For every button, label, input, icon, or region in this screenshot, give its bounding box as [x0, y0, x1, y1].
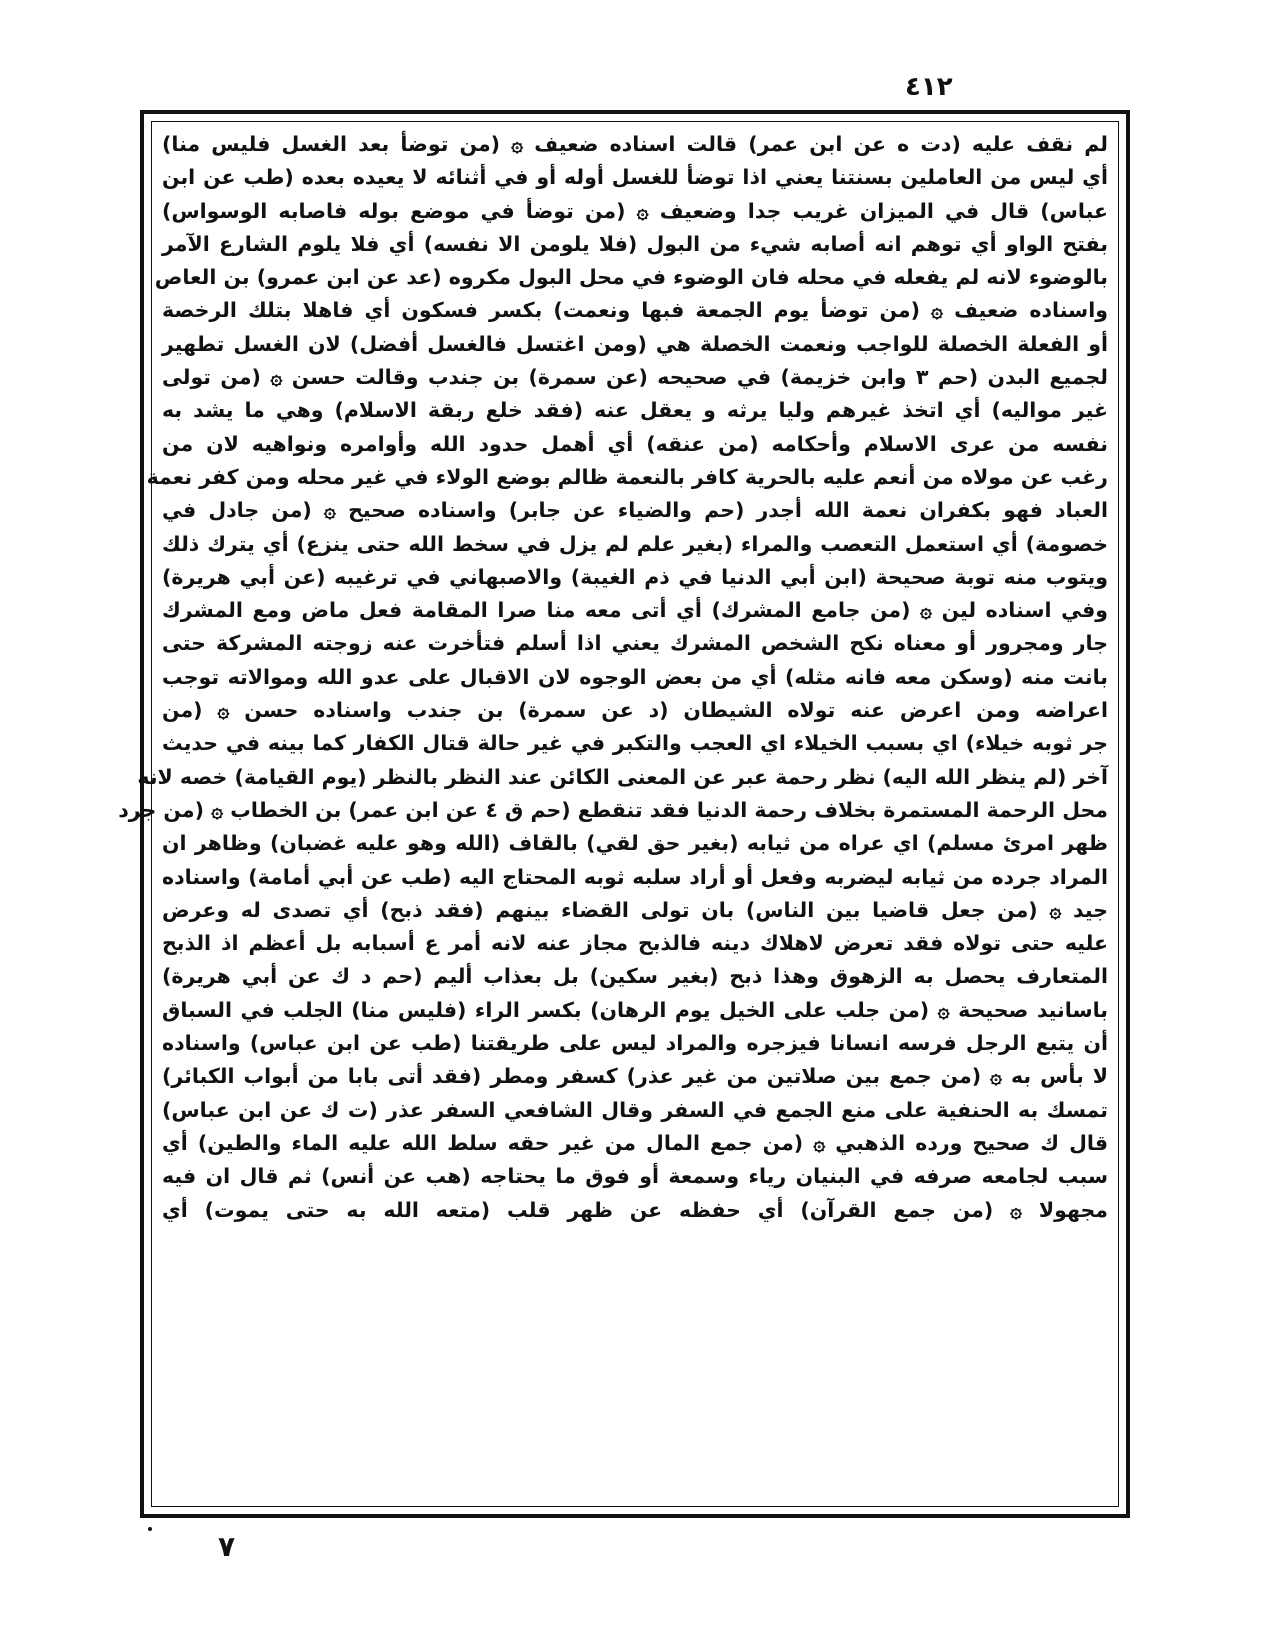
page-number: ٤١٢ — [905, 72, 953, 102]
text-line: جار ومجرور أو معناه نكح الشخص المشرك يعني اذا أسلم فتأخرت عنه زوجته المشركة حتى — [162, 631, 1108, 656]
text-line: بانت منه (وسكن معه فانه مثله) أي من بعض الوجوه لان الاقبال على عدو الله وموالاته توجب — [162, 664, 1108, 689]
text-line: عباس) قال في الميزان غريب جدا وضعيف ۞ (من توضأ في موضع بوله فاصابه الوسواس) — [162, 198, 1108, 223]
text-line: بفتح الواو أي توهم انه أصابه شيء من البول (فلا يلومن الا نفسه) أي فلا يلوم الشارع الآمر — [162, 231, 1108, 256]
text-line: ويتوب منه توبة صحيحة (ابن أبي الدنيا في ذم الغيبة) والاصبهاني في ترغيبه (عن أبي هريرة) — [162, 564, 1108, 589]
text-line: آخر (لم ينظر الله اليه) نظر رحمة عبر عن المعنى الكائن عند النظر بالنظر (يوم القيامة) خصه لانه — [137, 764, 1108, 789]
text-line: بالوضوء لانه لم يفعله في محله فان الوضوء في محل البول مكروه (عد عن ابن عمرو) بن العاص — [154, 265, 1108, 290]
text-line: أي ليس من العاملين بسنتنا يعني اذا توضأ للغسل أوله أو في أثنائه لا يعيده بعده (طب عن ابن — [162, 165, 1108, 190]
text-line: جر ثوبه خيلاء) اي بسبب الخيلاء اي العجب والتكبر في غير حالة قتال الكفار كما بينه في حديث — [162, 731, 1108, 756]
text-line: اعراضه ومن اعرض عنه تولاه الشيطان (د عن سمرة) بن جندب واسناده حسن ۞ (من — [162, 698, 1108, 723]
text-line: باسانيد صحيحة ۞ (من جلب على الخيل يوم الرهان) بكسر الراء (فليس منا) الجلب في السباق — [162, 997, 1108, 1022]
text-line: غير مواليه) أي اتخذ غيرهم وليا يرثه و يعقل عنه (فقد خلع ربقة الاسلام) وهي ما يشد به — [162, 398, 1108, 423]
text-line: العباد فهو بكفران نعمة الله أجدر (حم والضياء عن جابر) واسناده صحيح ۞ (من جادل في — [162, 498, 1108, 523]
text-line: ظهر امرئ مسلم) اي عراه من ثيابه (بغير حق لقي) بالقاف (الله وهو عليه غضبان) وظاهر ان — [162, 831, 1108, 856]
text-line: عليه حتى تولاه فقد تعرض لاهلاك دينه فالذبح مجاز عنه لانه أمر ع أسبابه بل أعظم اذ الذبح — [162, 931, 1108, 956]
body-text — [118, 128, 1108, 1504]
text-line: أو الفعلة الخصلة للواجب ونعمت الخصلة هي (ومن اغتسل فالغسل أفضل) لان الغسل تطهير — [162, 331, 1108, 356]
text-line: أن يتبع الرجل فرسه انسانا فيزجره والمراد ليس على طريقتنا (طب عن ابن عباس) واسناده — [162, 1031, 1108, 1056]
text-line: تمسك به الحنفية على منع الجمع في السفر وقال الشافعي السفر عذر (ت ك عن ابن عباس) — [162, 1097, 1108, 1122]
corner-dot — [148, 1527, 152, 1531]
text-line: خصومة) أي استعمل التعصب والمراء (بغير علم لم يزل في سخط الله حتى ينزع) أي يترك ذلك — [162, 531, 1108, 556]
text-line: نفسه من عرى الاسلام وأحكامه (من عنقه) أي أهمل حدود الله وأوامره ونواهيه لان من — [162, 431, 1108, 456]
footer-signature-mark: ٧ — [218, 1530, 236, 1563]
text-line: سبب لجامعه صرفه في البنيان رياء وسمعة أو فوق ما يحتاجه (هب عن أنس) ثم قال ان فيه — [162, 1164, 1108, 1189]
text-line: لجميع البدن (حم ٣ وابن خزيمة) في صحيحه (عن سمرة) بن جندب وقالت حسن ۞ (من تولى — [162, 365, 1108, 390]
text-line: واسناده ضعيف ۞ (من توضأ يوم الجمعة فبها ونعمت) بكسر فسكون أي فاهلا بتلك الرخصة — [162, 298, 1108, 323]
text-line: مجهولا ۞ (من جمع القرآن) أي حفظه عن ظهر قلب (متعه الله به حتى يموت) أي — [162, 1197, 1108, 1222]
page-frame — [118, 110, 1130, 1518]
text-line: المتعارف يحصل به الزهوق وهذا ذبح (بغير سكين) بل بعذاب أليم (حم د ك عن أبي هريرة) — [162, 964, 1108, 989]
text-line: جيد ۞ (من جعل قاضيا بين الناس) بان تولى القضاء بينهم (فقد ذبح) أي تصدى له وعرض — [162, 897, 1108, 922]
text-line: لم نقف عليه (دت ه عن ابن عمر) قالت اسناده ضعيف ۞ (من توضأ بعد الغسل فليس منا) — [162, 132, 1108, 156]
text-line: المراد جرده من ثيابه ليضربه وفعل أو أراد سلبه ثوبه المحتاج اليه (طب عن أبي أمامة) واسناده — [162, 864, 1108, 889]
text-line: رغب عن مولاه من أنعم عليه بالحرية كافر بالنعمة ظالم بوضع الولاء في غير محله ومن كفر نعمة — [146, 464, 1108, 489]
text-line: لا بأس به ۞ (من جمع بين صلاتين من غير عذر) كسفر ومطر (فقد أتى بابا من أبواب الكبائر) — [162, 1064, 1108, 1089]
text-line: محل الرحمة المستمرة بخلاف رحمة الدنيا فقد تنقطع (حم ق ٤ عن ابن عمر) بن الخطاب ۞ (من جرد — [118, 797, 1108, 822]
text-line: وفي اسناده لين ۞ (من جامع المشرك) أي أتى معه منا صرا المقامة فعل ماض ومع المشرك — [162, 598, 1108, 623]
text-line: قال ك صحيح ورده الذهبي ۞ (من جمع المال من غير حقه سلط الله عليه الماء والطين) أي — [162, 1130, 1108, 1155]
